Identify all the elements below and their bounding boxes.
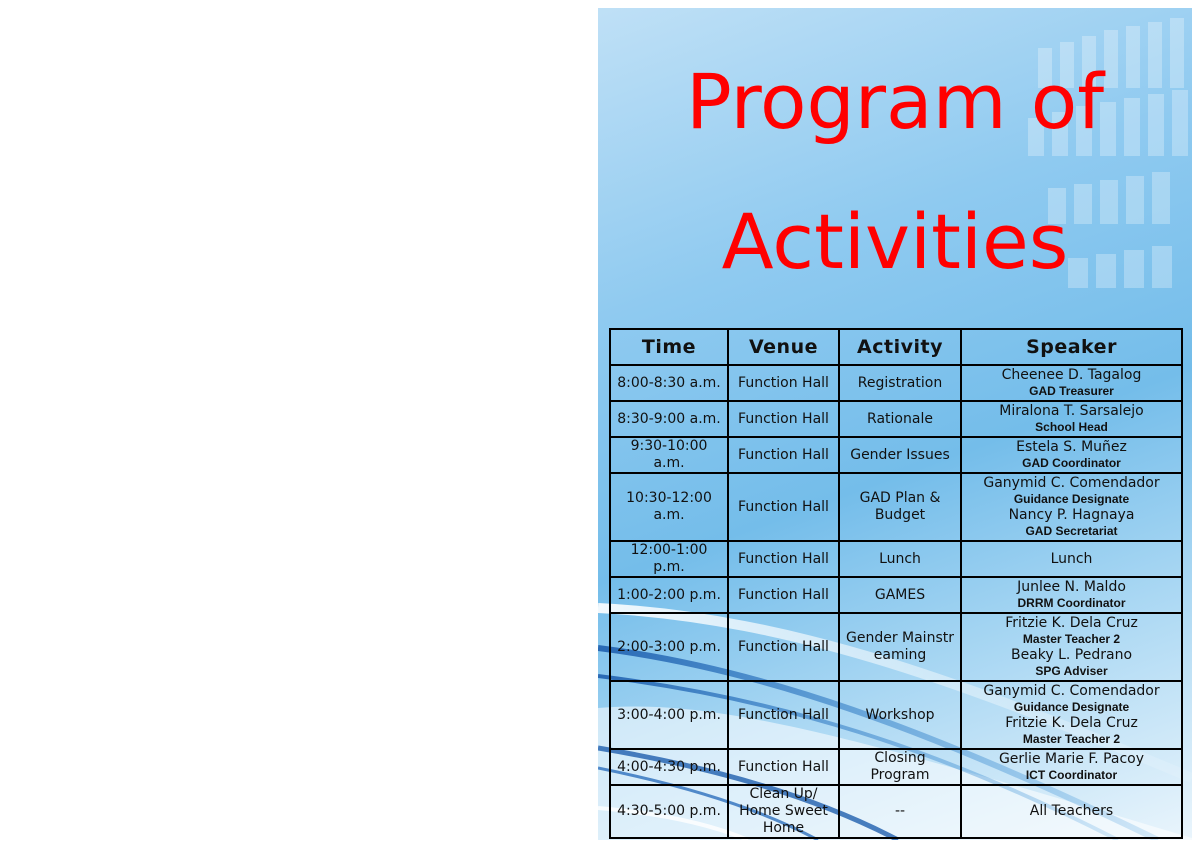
speaker-cell (961, 613, 1182, 681)
speaker-name: Fritzie K. Dela Cruz (1005, 715, 1138, 731)
speaker-cell (961, 577, 1182, 613)
speaker-cell (961, 401, 1182, 437)
header-speaker: Speaker (961, 329, 1182, 365)
speaker-cell (961, 541, 1182, 577)
time-cell: 4:30-5:00 p.m. (610, 785, 728, 838)
header-activity: Activity (839, 329, 961, 365)
table-row (610, 541, 1182, 577)
venue-cell: Function Hall (728, 541, 839, 577)
speaker-role: DRRM Coordinator (1017, 596, 1126, 610)
table-row (610, 785, 1182, 838)
venue-cell: Clean Up/ Home Sweet Home (728, 785, 839, 838)
speaker-cell (961, 437, 1182, 473)
time-cell: 8:30-9:00 a.m. (610, 401, 728, 437)
speaker-name: Lunch (1050, 550, 1093, 567)
speaker-role: GAD Treasurer (1029, 384, 1114, 398)
table-row (610, 749, 1182, 785)
table-row (610, 401, 1182, 437)
speaker-name: Estela S. Muñez (1016, 439, 1127, 455)
time-cell: 3:00-4:00 p.m. (610, 681, 728, 749)
speaker-role: Master Teacher 2 (1022, 732, 1121, 746)
speaker-role: Guidance Designate (1013, 492, 1130, 506)
time-cell: 8:00-8:30 a.m. (610, 365, 728, 401)
speaker-name: Nancy P. Hagnaya (1008, 507, 1135, 523)
activity-cell: GAD Plan & Budget (839, 473, 961, 541)
speaker-name: Junlee N. Maldo (1017, 579, 1126, 595)
speaker-role: ICT Coordinator (1025, 768, 1118, 782)
activity-cell: Workshop (839, 681, 961, 749)
speaker-name: Cheenee D. Tagalog (1001, 367, 1142, 383)
table-row (610, 577, 1182, 613)
activity-cell: Lunch (839, 541, 961, 577)
venue-cell: Function Hall (728, 681, 839, 749)
program-table (609, 328, 1183, 839)
speaker-name: Ganymid C. Comendador (983, 683, 1160, 699)
table-row (610, 681, 1182, 749)
time-cell: 2:00-3:00 p.m. (610, 613, 728, 681)
venue-cell: Function Hall (728, 401, 839, 437)
table-row (610, 473, 1182, 541)
speaker-name: Fritzie K. Dela Cruz (1005, 615, 1138, 631)
speaker-name: All Teachers (1029, 803, 1114, 819)
time-cell: 12:00-1:00 p.m. (610, 541, 728, 577)
table-row (610, 437, 1182, 473)
activity-cell: Gender Issues (839, 437, 961, 473)
speaker-name: Ganymid C. Comendador (983, 475, 1160, 491)
time-cell: 9:30-10:00 a.m. (610, 437, 728, 473)
venue-cell: Function Hall (728, 473, 839, 541)
page-title-line2: Activities (721, 197, 1069, 286)
speaker-name: Miralona T. Sarsalejo (999, 403, 1144, 419)
venue-cell: Function Hall (728, 365, 839, 401)
venue-cell: Function Hall (728, 749, 839, 785)
speaker-cell (961, 681, 1182, 749)
speaker-role: School Head (1035, 420, 1108, 434)
program-page (598, 8, 1192, 840)
table-header-row (610, 329, 1182, 365)
page-title-line1: Program of (685, 57, 1105, 146)
time-cell: 1:00-2:00 p.m. (610, 577, 728, 613)
activity-cell: Closing Program (839, 749, 961, 785)
activity-cell: Registration (839, 365, 961, 401)
speaker-cell (961, 785, 1182, 838)
activity-cell: -- (839, 785, 961, 838)
activity-cell: Gender Mainstreaming (839, 613, 961, 681)
time-cell: 4:00-4:30 p.m. (610, 749, 728, 785)
table-row (610, 613, 1182, 681)
speaker-role: GAD Coordinator (1022, 456, 1121, 470)
activity-cell: Rationale (839, 401, 961, 437)
speaker-role: SPG Adviser (1035, 664, 1108, 678)
speaker-cell (961, 749, 1182, 785)
speaker-name: Gerlie Marie F. Pacoy (998, 751, 1145, 767)
activity-cell: GAMES (839, 577, 961, 613)
venue-cell: Function Hall (728, 577, 839, 613)
time-cell: 10:30-12:00 a.m. (610, 473, 728, 541)
speaker-cell (961, 365, 1182, 401)
venue-cell: Function Hall (728, 437, 839, 473)
speaker-role: GAD Secretariat (1025, 524, 1118, 538)
speaker-name: Beaky L. Pedrano (1010, 647, 1133, 663)
speaker-cell (961, 473, 1182, 541)
header-time: Time (610, 329, 728, 365)
speaker-role: Master Teacher 2 (1022, 632, 1121, 646)
venue-cell: Function Hall (728, 613, 839, 681)
table-row (610, 365, 1182, 401)
speaker-role: Guidance Designate (1013, 700, 1130, 714)
header-venue: Venue (728, 329, 839, 365)
